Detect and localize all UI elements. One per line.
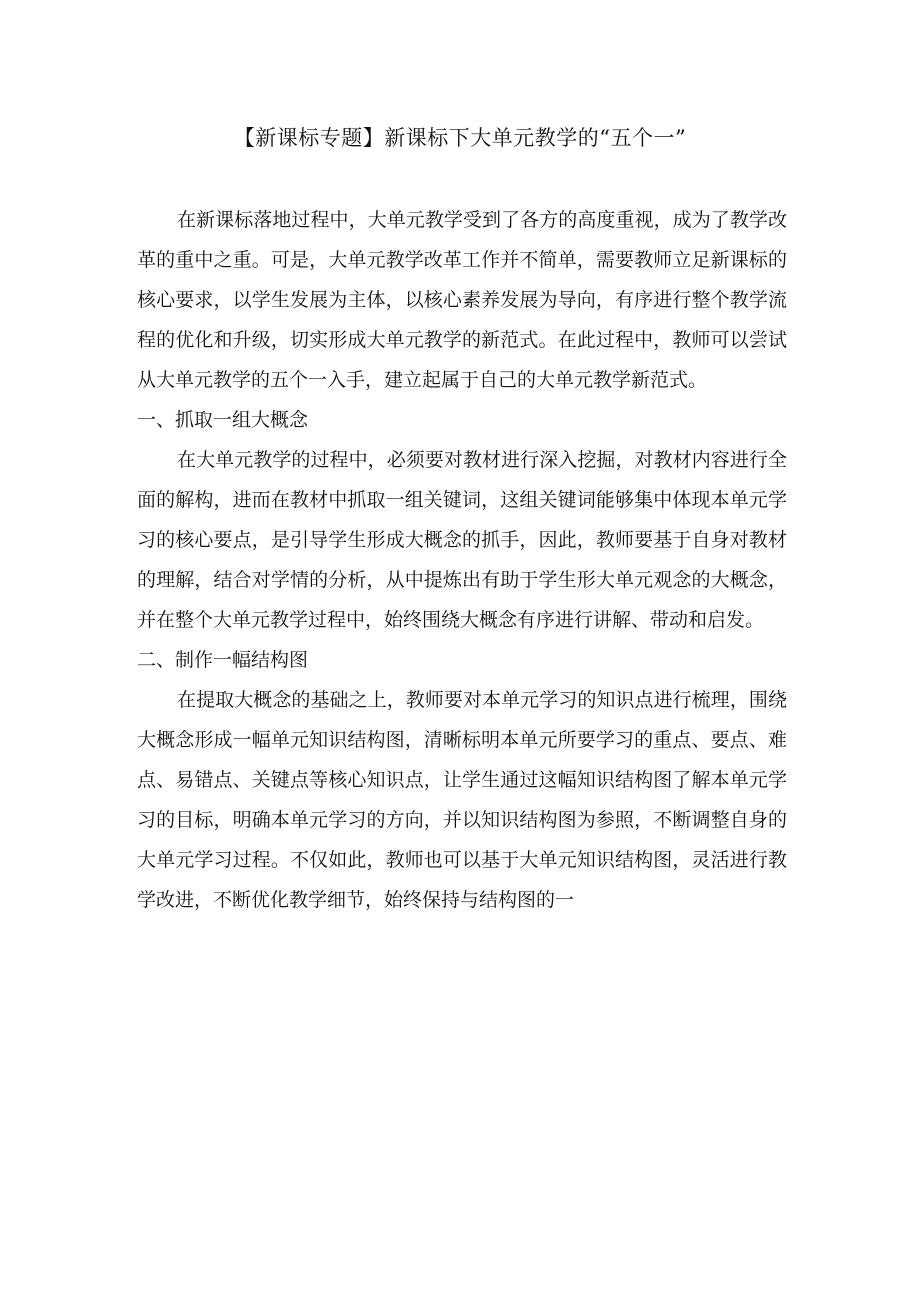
document-body [137, 200, 787, 920]
section-heading-1: 一、抓取一组大概念 [137, 409, 309, 431]
section-paragraph-2: 在提取大概念的基础之上，教师要对本单元学习的知识点进行梳理，围绕大概念形成一幅单元知识结构图，清晰标明本单元所要学习的重点、要点、难点、易错点、关键点等核心知识点，让学生通过这幅知识结构图了解本单元学习的目标，明确本单元学习的方向，并以知识结构图为参照，不断调整自身的大单元学习过程。不仅如此，教师也可以基于大单元知识结构图，灵活进行教学改进，不断优化教学细节，始终保持与结构图的一 [137, 689, 787, 911]
section-paragraph-1: 在大单元教学的过程中，必须要对教材进行深入挖掘，对教材内容进行全面的解构，进而在教材中抓取一组关键词，这组关键词能够集中体现本单元学习的核心要点，是引导学生形成大概念的抓手，因此，教师要基于自身对教材的理解，结合对学情的分析，从中提炼出有助于学生形大单元观念的大概念，并在整个大单元教学过程中，始终围绕大概念有序进行讲解、带动和启发。 [137, 449, 787, 631]
intro-paragraph: 在新课标落地过程中，大单元教学受到了各方的高度重视，成为了教学改革的重中之重。可是，大单元教学改革工作并不简单，需要教师立足新课标的核心要求，以学生发展为主体，以核心素养发展为导向，有序进行整个教学流程的优化和升级，切实形成大单元教学的新范式。在此过程中，教师可以尝试从大单元教学的五个一入手，建立起属于自己的大单元教学新范式。 [137, 209, 787, 391]
section-heading-2: 二、制作一幅结构图 [137, 649, 309, 671]
document-title: 【新课标专题】新课标下大单元教学的“五个一” [233, 126, 687, 150]
